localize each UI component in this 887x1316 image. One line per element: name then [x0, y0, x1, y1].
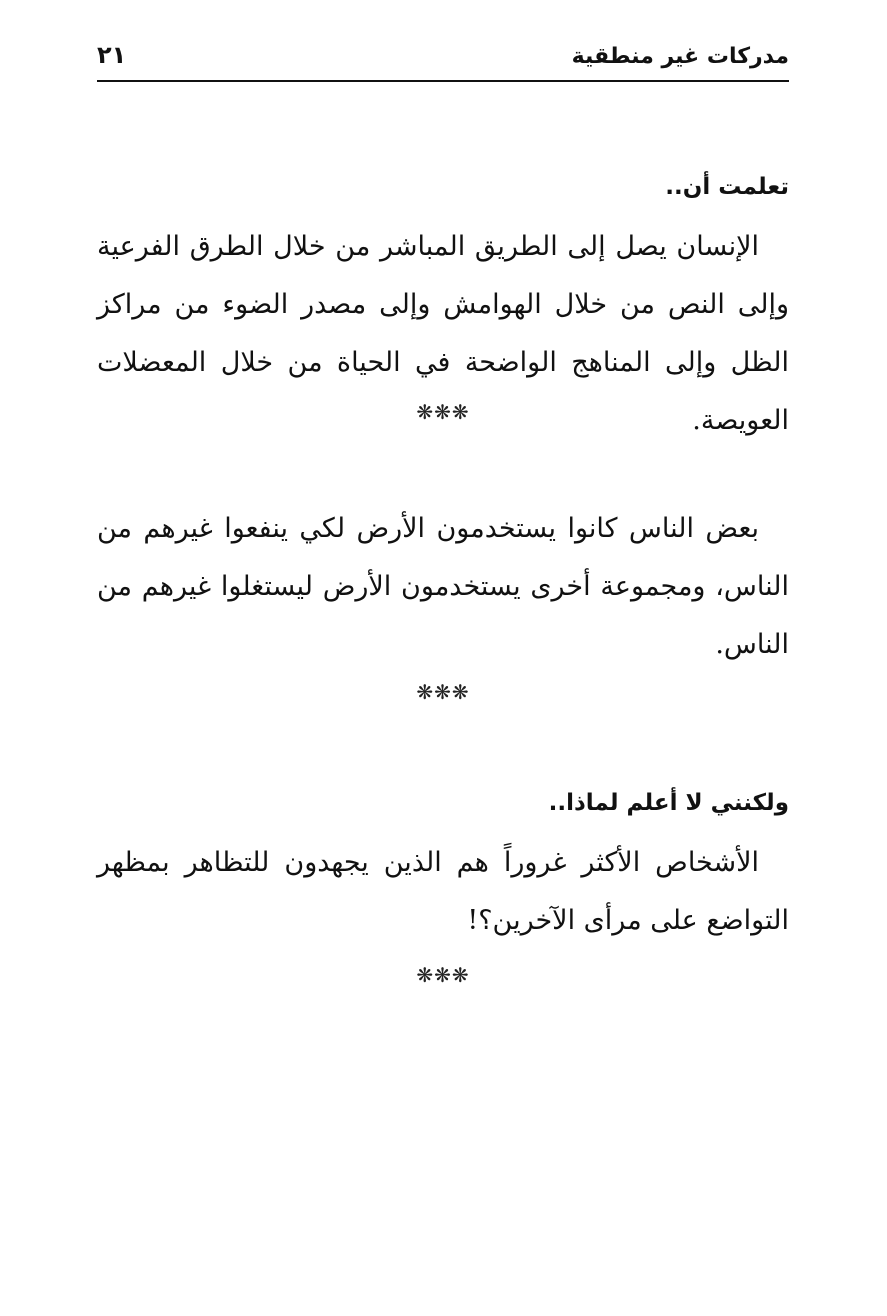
page-header [97, 38, 789, 82]
separator-ornament: ❋❋❋ [416, 400, 470, 424]
section-dont-know [97, 786, 789, 950]
section-heading: ولكنني لا أعلم لماذا.. [548, 790, 789, 816]
running-title: مدركات غير منطقية [571, 44, 789, 69]
section-paragraph: الأشخاص الأكثر غروراً هم الذين يجهدون للتظاهر بمظهر التواضع على مرأى الآخرين؟! [97, 847, 789, 936]
separator-ornament: ❋❋❋ [416, 963, 470, 987]
section-heading: تعلمت أن.. [665, 174, 789, 200]
separator-ornament: ❋❋❋ [416, 680, 470, 704]
section-people [97, 500, 789, 674]
section-paragraph: بعض الناس كانوا يستخدمون الأرض لكي ينفعوا غيرهم من الناس، ومجموعة أخرى يستخدمون الأرض ليستغلوا غيرهم من الناس. [97, 513, 789, 660]
section-paragraph: الإنسان يصل إلى الطريق المباشر من خلال الطرق الفرعية وإلى النص من خلال الهوامش وإلى مصدر الضوء من مراكز الظل وإلى المناهج الواضحة في الحياة من خلال المعضلات العويصة. [97, 231, 789, 436]
page-number: ٢١ [97, 41, 127, 69]
